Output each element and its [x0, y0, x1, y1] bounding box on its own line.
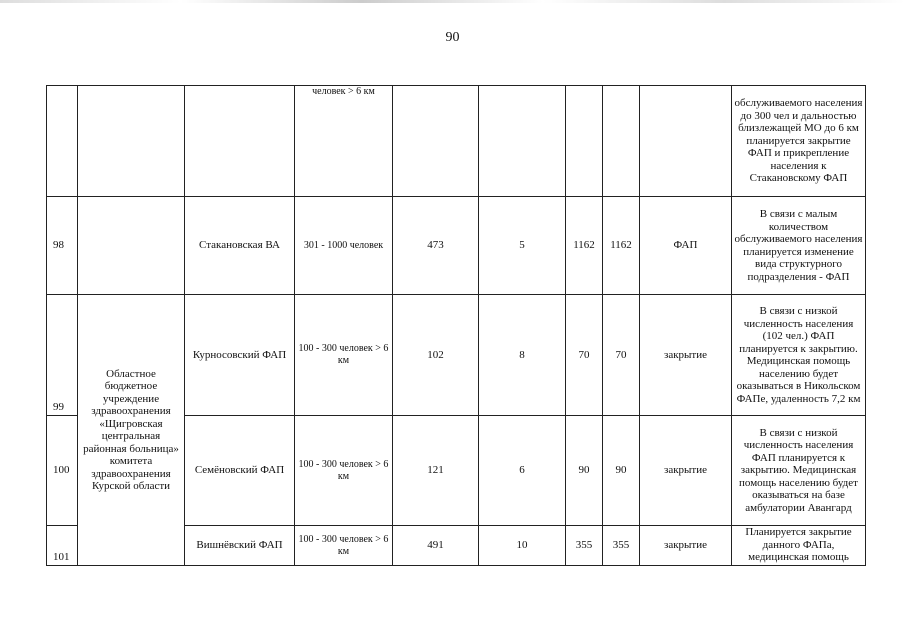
- population: 121: [393, 416, 479, 526]
- row-number: 99: [47, 295, 78, 416]
- population-range: человек > 6 км: [295, 86, 393, 197]
- table-row: [47, 295, 866, 416]
- note: В связи с малым количеством обслуживаемого населения планируется изменение вида структурного подразделения - ФАП: [732, 197, 866, 295]
- value-1: 70: [566, 295, 603, 416]
- scan-top-edge: [0, 0, 905, 3]
- value-2: [603, 86, 640, 197]
- facility-name: Семёновский ФАП: [185, 416, 295, 526]
- row-number: 98: [47, 197, 78, 295]
- row-number: 101: [47, 526, 78, 566]
- facilities-table: [46, 85, 866, 566]
- facility-type: [640, 86, 732, 197]
- population-range: 100 - 300 человек > 6 км: [295, 295, 393, 416]
- facility-name: Вишнёвский ФАП: [185, 526, 295, 566]
- distance: 5: [479, 197, 566, 295]
- population-range: 100 - 300 человек > 6 км: [295, 416, 393, 526]
- population: 473: [393, 197, 479, 295]
- population: 102: [393, 295, 479, 416]
- organization-cell-top: [78, 86, 185, 197]
- facility-name: Курносовский ФАП: [185, 295, 295, 416]
- value-1: 355: [566, 526, 603, 566]
- value-2: 1162: [603, 197, 640, 295]
- population: 491: [393, 526, 479, 566]
- table-row: [47, 86, 866, 197]
- page-number: 90: [445, 30, 460, 45]
- row-number: 100: [47, 416, 78, 526]
- facility-type: закрытие: [640, 295, 732, 416]
- facility-name: [185, 86, 295, 197]
- value-1: [566, 86, 603, 197]
- distance: 10: [479, 526, 566, 566]
- row-number: [47, 86, 78, 197]
- distance: [479, 86, 566, 197]
- organization-name: Областное бюджетное учреждение здравоохранения «Щигровская центральная районная больница» комитета здравоохранения Курской области: [78, 295, 185, 566]
- facility-type: ФАП: [640, 197, 732, 295]
- note: Планируется закрытие данного ФАПа, медицинская помощь: [732, 526, 866, 566]
- note: В связи с низкой численность населения ФАП планируется к закрытию. Медицинская помощь населению будет оказываться на базе амбулатории Авангард: [732, 416, 866, 526]
- facility-type: закрытие: [640, 416, 732, 526]
- population: [393, 86, 479, 197]
- value-2: 70: [603, 295, 640, 416]
- value-1: 1162: [566, 197, 603, 295]
- note: В связи с низкой численность населения (102 чел.) ФАП планируется к закрытию. Медицинская помощь населению будет оказываться в Никольском ФАПе, удаленность 7,2 км: [732, 295, 866, 416]
- distance: 8: [479, 295, 566, 416]
- facility-type: закрытие: [640, 526, 732, 566]
- value-1: 90: [566, 416, 603, 526]
- population-range: 100 - 300 человек > 6 км: [295, 526, 393, 566]
- note: обслуживаемого населения до 300 чел и дальностью близлежащей МО до 6 км планируется закрытие ФАП и прикрепление населения к Стакановскому ФАП: [732, 86, 866, 197]
- organization-cell-upper: [78, 197, 185, 295]
- table-row: [47, 197, 866, 295]
- population-range: 301 - 1000 человек: [295, 197, 393, 295]
- value-2: 355: [603, 526, 640, 566]
- value-2: 90: [603, 416, 640, 526]
- facility-name: Стакановская ВА: [185, 197, 295, 295]
- distance: 6: [479, 416, 566, 526]
